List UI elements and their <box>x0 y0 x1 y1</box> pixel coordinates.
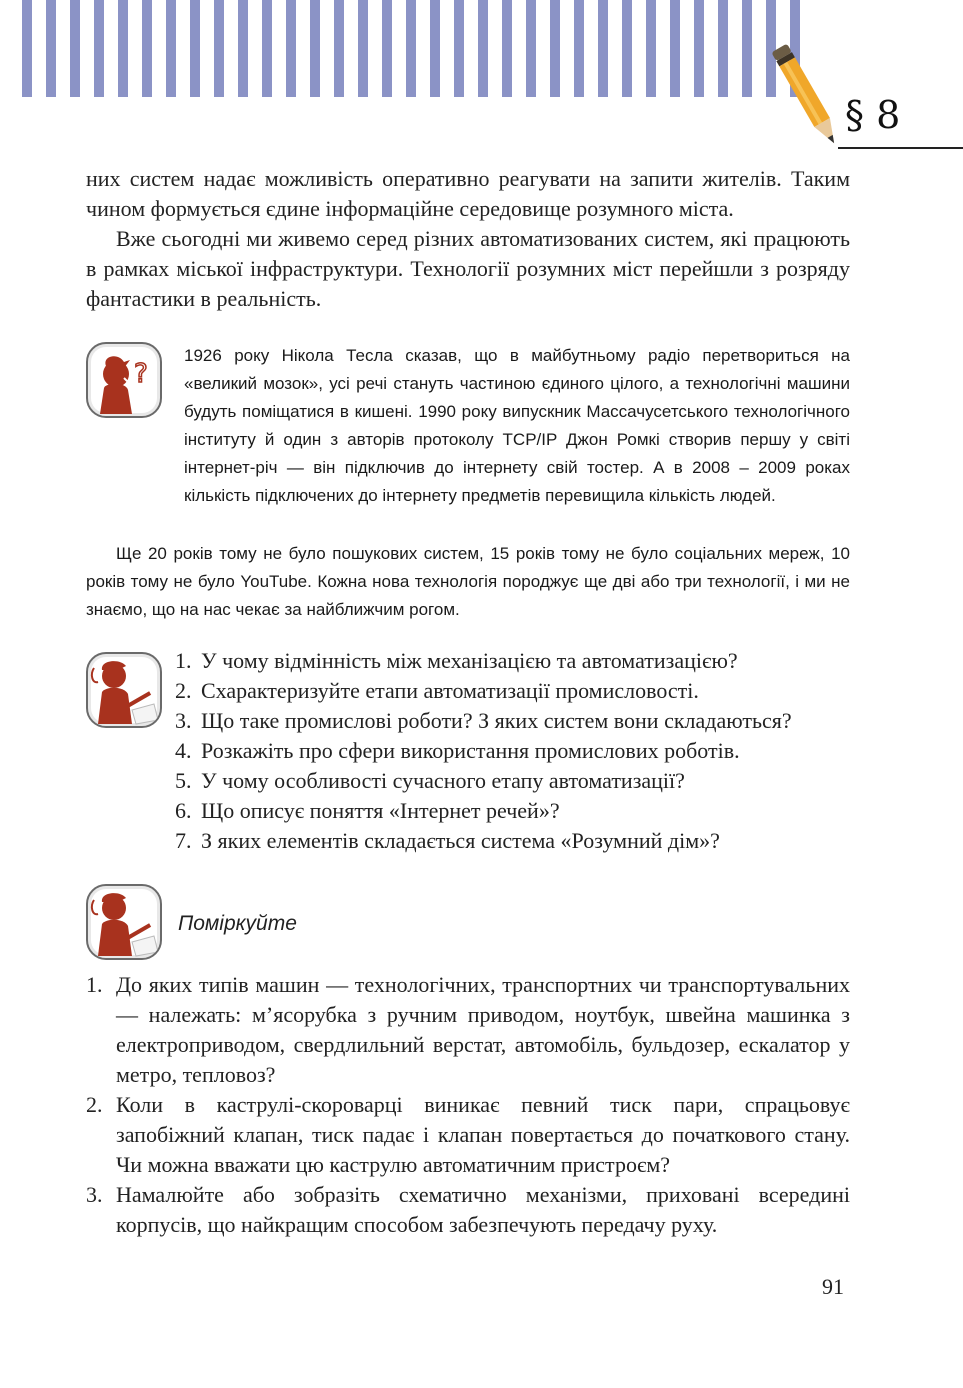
task-number: 1. <box>86 972 103 997</box>
svg-text:?: ? <box>134 359 148 389</box>
intro-paragraph-1: них систем надає можливість оперативно реагувати на запити жителів. Таким чином формується єдине інформаційне середовище розумного міста. <box>86 166 850 221</box>
question-item <box>175 796 855 826</box>
task-item <box>86 1090 850 1180</box>
question-number: 4. <box>175 738 192 763</box>
question-item <box>175 676 855 706</box>
task-number: 2. <box>86 1092 103 1117</box>
task-item <box>86 970 850 1090</box>
question-number: 6. <box>175 798 192 823</box>
question-item <box>175 766 855 796</box>
question-number: 3. <box>175 708 192 733</box>
section-underline <box>838 147 963 149</box>
note-paragraph-1: 1926 року Нікола Тесла сказав, що в майбутньому радіо перетвориться на «великий мозок», усі речі стануть частиною єдиного цілого, а технологічні машини будуть поміщатися в кишені. 1990 року випускник Массачусетського технологічного інституту й один з авторів протоколу TCP/IP Джон Ромкі створив першу у світі інтернет-річ — він підключив до інтернету свій тостер. А в 2008 – 2009 роках кількість підключених до інтернету предметів перевищила кількість людей. <box>184 346 850 505</box>
question-number: 5. <box>175 768 192 793</box>
question-number: 2. <box>175 678 192 703</box>
question-text: Що описує поняття «Інтернет речей»? <box>201 798 560 823</box>
review-questions-list <box>175 646 855 856</box>
question-thinker-icon <box>86 342 162 418</box>
task-text: До яких типів машин — технологічних, транспортних чи транспортувальних — належать: м’ясорубка з ручним приводом, ноутбук, швейна машинка з електроприводом, свердлильний верстат, автомобіль, бульдозер, ескалатор у метро, тепловоз? <box>116 972 850 1087</box>
question-item <box>175 706 855 736</box>
header-stripes <box>22 0 802 97</box>
info-note <box>86 342 850 510</box>
writing-student-icon <box>86 884 162 960</box>
writing-student-icon <box>86 652 162 728</box>
task-text: Коли в каструлі-скороварці виникає певний тиск пари, спрацьовує запобіжний клапан, тиск падає і клапан повертається до початкового стану. Чи можна вважати цю каструлю автоматичним пристроєм? <box>116 1092 850 1177</box>
section-number: § 8 <box>845 93 901 137</box>
question-number: 7. <box>175 828 192 853</box>
question-text: Розкажіть про сфери використання промислових роботів. <box>201 738 740 763</box>
question-item <box>175 826 855 856</box>
question-text: Що таке промислові роботи? З яких систем вони складаються? <box>201 708 792 733</box>
think-tasks-list <box>86 970 850 1240</box>
note-paragraph-2: Ще 20 років тому не було пошукових систем, 15 років тому не було соціальних мереж, 10 років тому не було YouTube. Кожна нова технологія породжує ще дві або три технології, і ми не знаємо, що на нас чекає за найближчим рогом. <box>86 544 850 619</box>
task-number: 3. <box>86 1182 103 1207</box>
task-item <box>86 1180 850 1240</box>
question-text: Схарактеризуйте етапи автоматизації промисловості. <box>201 678 699 703</box>
question-number: 1. <box>175 648 192 673</box>
think-section-title: Поміркуйте <box>178 912 297 935</box>
task-text: Намалюйте або зобразіть схематично механізми, приховані всередині корпусів, що найкращим способом забезпечують передачу руху. <box>116 1182 850 1237</box>
intro-paragraph-2: Вже сьогодні ми живемо серед різних автоматизованих систем, які працюють в рамках міської інфраструктури. Технології розумних міст перейшли з розряду фантастики в реальність. <box>86 226 850 311</box>
question-item <box>175 736 855 766</box>
question-text: У чому особливості сучасного етапу автоматизації? <box>201 768 685 793</box>
page-number: 91 <box>822 1274 844 1299</box>
question-item <box>175 646 855 676</box>
question-text: З яких елементів складається система «Розумний дім»? <box>201 828 720 853</box>
pencil-icon <box>768 36 848 156</box>
question-text: У чому відмінність між механізацією та автоматизацією? <box>201 648 738 673</box>
